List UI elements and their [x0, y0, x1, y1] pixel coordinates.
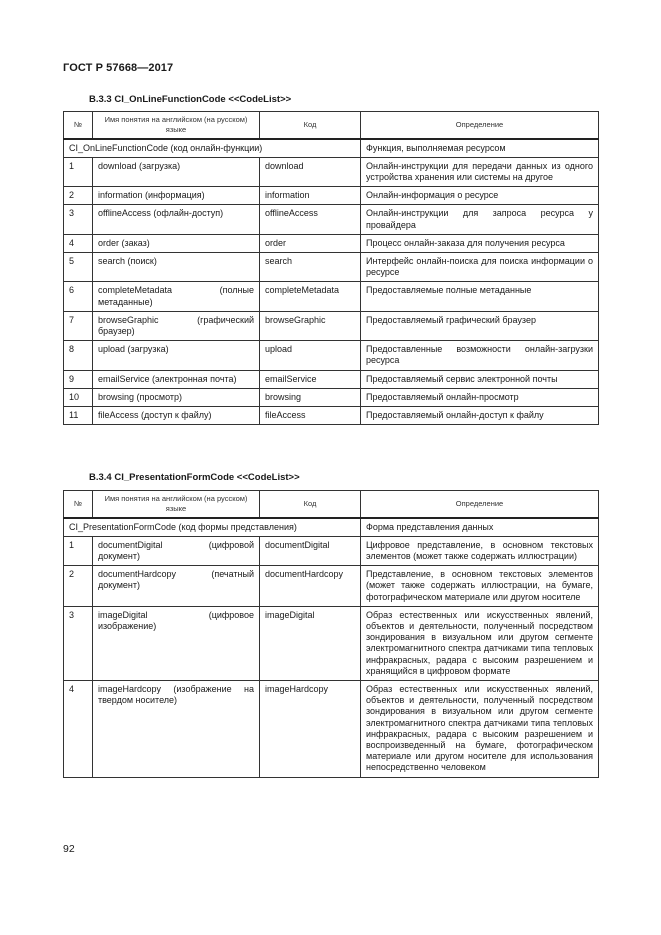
row-number: 1: [64, 157, 93, 186]
row-name: upload (загрузка): [93, 341, 260, 370]
row-name: documentHardcopy (печатный документ): [93, 566, 260, 607]
row-number: 2: [64, 187, 93, 205]
table-row: [64, 566, 599, 607]
group-name: CI_PresentationFormCode (код формы представления): [64, 518, 361, 537]
row-code: information: [260, 187, 361, 205]
row-name: browsing (просмотр): [93, 388, 260, 406]
row-code: emailService: [260, 370, 361, 388]
row-name: fileAccess (доступ к файлу): [93, 406, 260, 424]
row-name: download (загрузка): [93, 157, 260, 186]
row-definition: Предоставляемый графический браузер: [361, 311, 599, 340]
row-name: order (заказ): [93, 234, 260, 252]
table-row: [64, 205, 599, 234]
row-code: upload: [260, 341, 361, 370]
row-name: emailService (электронная почта): [93, 370, 260, 388]
row-code: browsing: [260, 388, 361, 406]
table-row: [64, 388, 599, 406]
row-code: browseGraphic: [260, 311, 361, 340]
row-number: 11: [64, 406, 93, 424]
row-number: 8: [64, 341, 93, 370]
row-definition: Предоставленные возможности онлайн-загрузки ресурса: [361, 341, 599, 370]
table-row: [64, 536, 599, 565]
row-definition: Онлайн-инструкции для передачи данных из одного устройства хранения или системы на другое: [361, 157, 599, 186]
online-function-code-table: [63, 111, 599, 425]
row-definition: Предоставляемый онлайн-доступ к файлу: [361, 406, 599, 424]
row-definition: Предоставляемый онлайн-просмотр: [361, 388, 599, 406]
row-definition: Образ естественных или искусственных явлений, объектов и деятельности, полученный посредством зондирования в визуальном или другом сегменте электромагнитного спектра датчиками типа тепловых инфракрасных, радара с высоким разрешением и воспроизведенный на бумаге, фотографическом материале или другом носителе для использования непосредственно человеком: [361, 680, 599, 777]
row-code: download: [260, 157, 361, 186]
section-heading: B.3.4 CI_PresentationFormCode <<CodeList>>: [89, 472, 300, 483]
column-header-name: Имя понятия на английском (на русском) языке: [93, 491, 260, 518]
row-definition: Цифровое представление, в основном текстовых элементов (может также содержать иллюстрации): [361, 536, 599, 565]
table-header-row: [64, 112, 599, 139]
row-name: imageHardcopy (изображение на твердом носителе): [93, 680, 260, 777]
row-code: imageDigital: [260, 606, 361, 680]
row-definition: Предоставляемый сервис электронной почты: [361, 370, 599, 388]
row-code: documentDigital: [260, 536, 361, 565]
page-number: 92: [63, 843, 75, 855]
group-name: CI_OnLineFunctionCode (код онлайн-функции): [64, 139, 361, 158]
row-name: offlineAccess (офлайн-доступ): [93, 205, 260, 234]
row-code: fileAccess: [260, 406, 361, 424]
row-code: offlineAccess: [260, 205, 361, 234]
table-row: [64, 341, 599, 370]
row-number: 9: [64, 370, 93, 388]
presentation-form-code-table: [63, 490, 599, 778]
table-row: [64, 282, 599, 311]
row-name: information (информация): [93, 187, 260, 205]
column-header-number: №: [64, 491, 93, 518]
row-name: search (поиск): [93, 252, 260, 281]
column-header-code: Код: [260, 491, 361, 518]
row-number: 3: [64, 205, 93, 234]
group-definition: Функция, выполняемая ресурсом: [361, 139, 599, 158]
column-header-number: №: [64, 112, 93, 139]
row-code: documentHardcopy: [260, 566, 361, 607]
row-definition: Представление, в основном текстовых элементов (может также содержать иллюстрации, на бумаге, фотографическом материале или другом носителе: [361, 566, 599, 607]
row-number: 2: [64, 566, 93, 607]
row-number: 1: [64, 536, 93, 565]
row-name: browseGraphic (графический браузер): [93, 311, 260, 340]
row-number: 3: [64, 606, 93, 680]
row-number: 5: [64, 252, 93, 281]
group-definition: Форма представления данных: [361, 518, 599, 537]
row-code: order: [260, 234, 361, 252]
row-definition: Онлайн-инструкции для запроса ресурса у провайдера: [361, 205, 599, 234]
row-number: 6: [64, 282, 93, 311]
table-row: [64, 187, 599, 205]
row-code: search: [260, 252, 361, 281]
row-definition: Процесс онлайн-заказа для получения ресурса: [361, 234, 599, 252]
row-number: 4: [64, 680, 93, 777]
row-name: imageDigital (цифровое изображение): [93, 606, 260, 680]
column-header-code: Код: [260, 112, 361, 139]
table-header-row: [64, 491, 599, 518]
row-number: 10: [64, 388, 93, 406]
column-header-definition: Определение: [361, 491, 599, 518]
table-row: [64, 157, 599, 186]
row-definition: Онлайн-информация о ресурсе: [361, 187, 599, 205]
table-row: [64, 234, 599, 252]
table-row: [64, 406, 599, 424]
row-code: completeMetadata: [260, 282, 361, 311]
row-number: 4: [64, 234, 93, 252]
table-row: [64, 680, 599, 777]
row-definition: Интерфейс онлайн-поиска для поиска информации о ресурсе: [361, 252, 599, 281]
table-row: [64, 311, 599, 340]
row-definition: Образ естественных или искусственных явлений, объектов и деятельности, полученный посредством зондирования в визуальном или другом сегменте электромагнитного спектра датчиками типа тепловых инфракрасных, радара с высоким разрешением и хранящийся в цифровом формате: [361, 606, 599, 680]
column-header-name: Имя понятия на английском (на русском) языке: [93, 112, 260, 139]
table-row: [64, 370, 599, 388]
column-header-definition: Определение: [361, 112, 599, 139]
group-row: [64, 139, 599, 158]
row-code: imageHardcopy: [260, 680, 361, 777]
document-title: ГОСТ Р 57668—2017: [63, 62, 174, 74]
table-row: [64, 606, 599, 680]
section-heading: B.3.3 CI_OnLineFunctionCode <<CodeList>>: [89, 94, 292, 105]
row-name: documentDigital (цифровой документ): [93, 536, 260, 565]
row-number: 7: [64, 311, 93, 340]
row-definition: Предоставляемые полные метаданные: [361, 282, 599, 311]
row-name: completeMetadata (полные метаданные): [93, 282, 260, 311]
group-row: [64, 518, 599, 537]
table-row: [64, 252, 599, 281]
